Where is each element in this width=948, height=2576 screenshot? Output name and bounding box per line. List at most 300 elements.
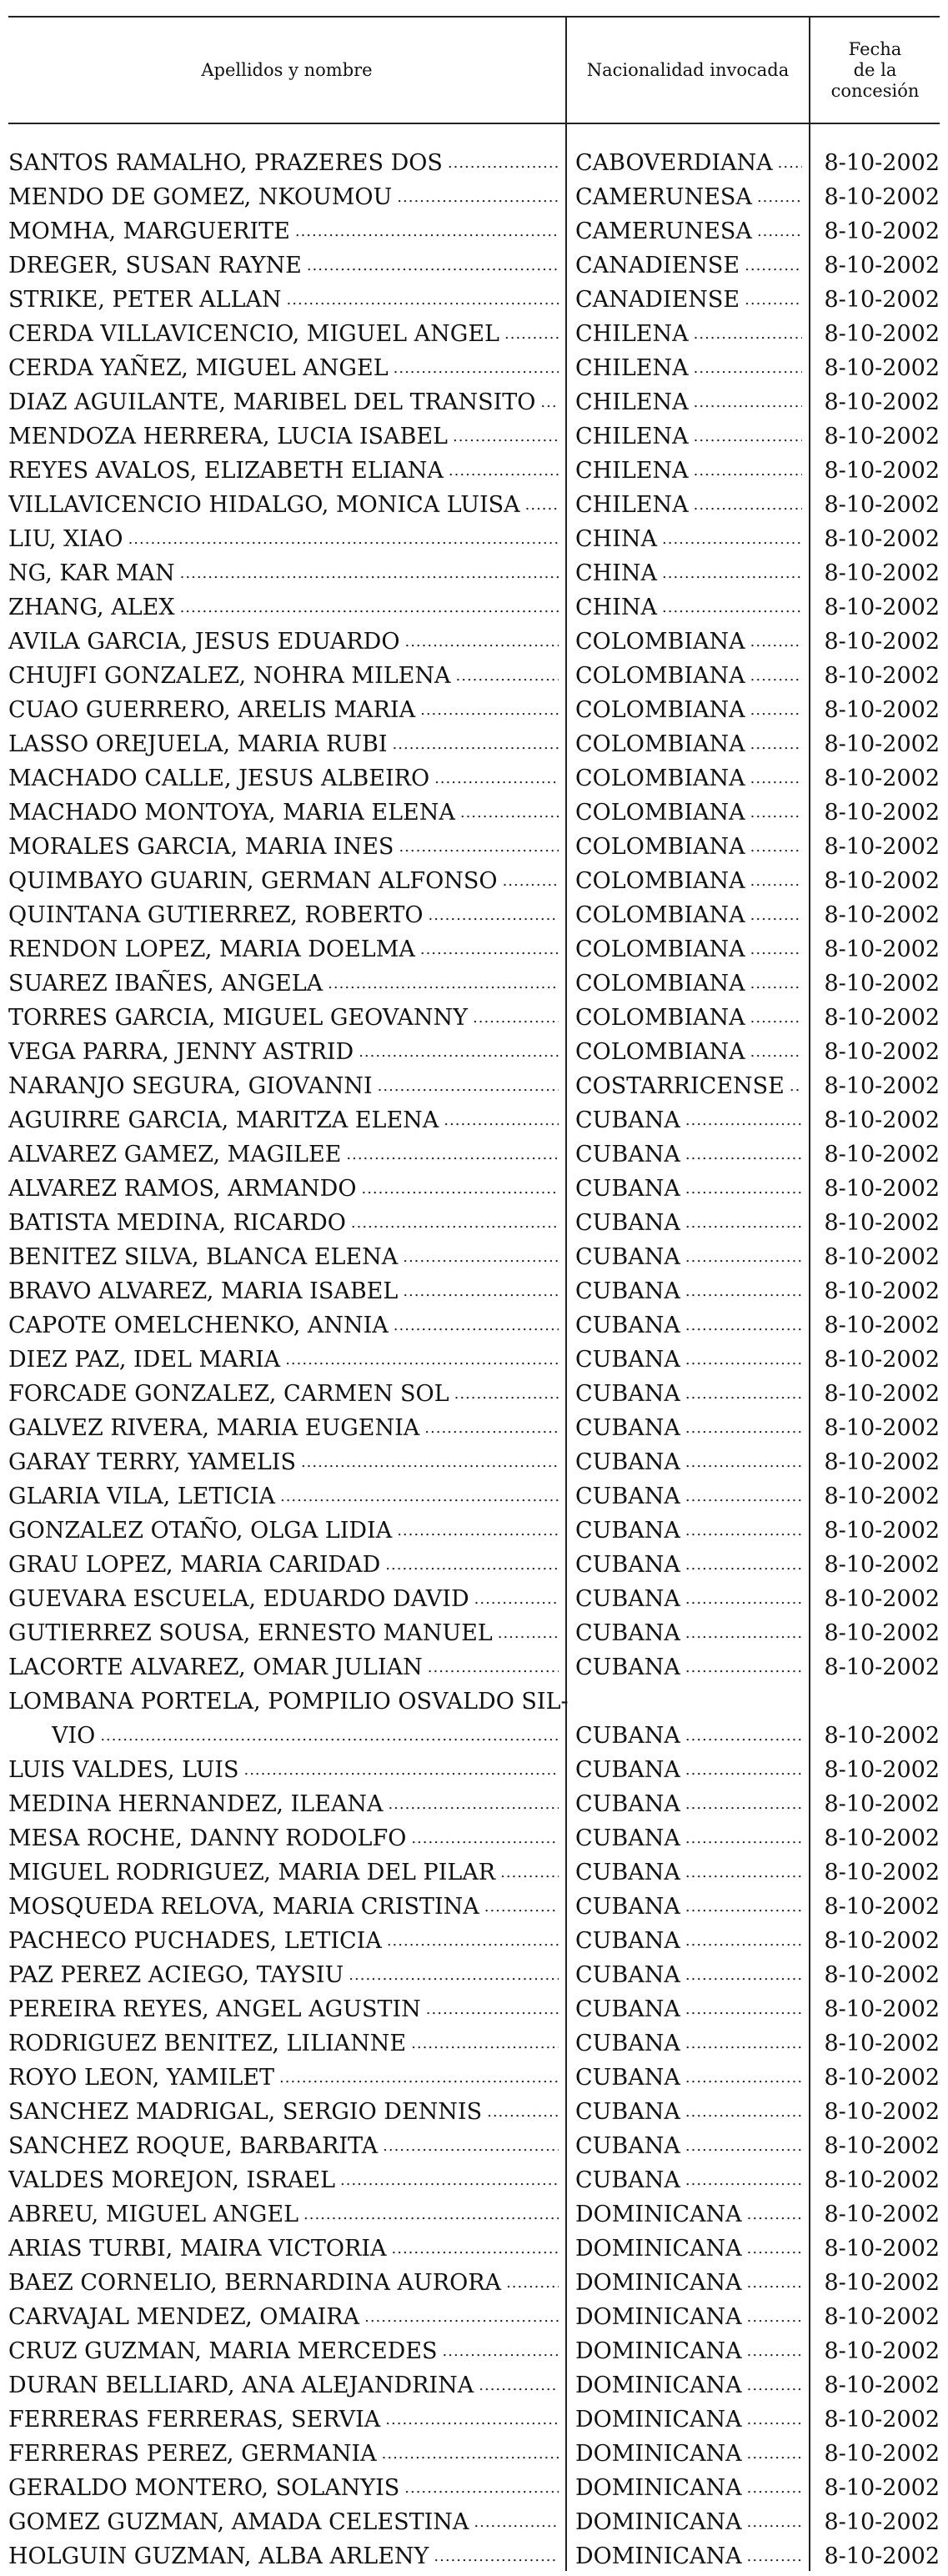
dot-leader — [750, 898, 802, 932]
nationality: CUBANA — [575, 1142, 680, 1167]
person-name: CERDA VILLAVICENCIO, MIGUEL ANGEL — [8, 321, 499, 347]
nationality-cell — [575, 1616, 802, 1650]
concession-date: 8-10-2002 — [824, 2509, 940, 2535]
person-name-cell — [8, 1377, 559, 1411]
dot-leader — [747, 2437, 802, 2471]
dot-leader — [757, 214, 802, 249]
dot-leader — [364, 2300, 559, 2334]
dot-leader — [685, 2026, 802, 2061]
person-name: GARAY TERRY, YAMELIS — [8, 1449, 296, 1475]
dot-leader — [403, 1240, 559, 1274]
nationality-cell — [575, 590, 802, 625]
nationality-cell — [575, 2266, 802, 2300]
dot-leader — [434, 761, 559, 796]
person-name-cell — [8, 1821, 559, 1855]
dot-leader — [287, 283, 559, 317]
nationality: COLOMBIANA — [575, 971, 745, 997]
person-name-cell — [8, 693, 559, 727]
dot-leader — [750, 932, 802, 967]
table-row — [0, 1172, 948, 1206]
dot-leader — [307, 249, 559, 283]
person-name: CAPOTE OMELCHENKO, ANNIA — [8, 1313, 389, 1338]
nationality: CUBANA — [575, 1449, 680, 1475]
table-row — [0, 2061, 948, 2095]
person-name-continuation-cell — [52, 1719, 559, 1753]
table-row — [0, 967, 948, 1001]
person-name: GERALDO MONTERO, SOLANYIS — [8, 2475, 400, 2501]
nationality: DOMINICANA — [575, 2543, 742, 2569]
person-name: ALVAREZ GAMEZ, MAGILEE — [8, 1142, 342, 1167]
nationality: COLOMBIANA — [575, 629, 745, 655]
nationality: CUBANA — [575, 1791, 680, 1817]
concession-date: 8-10-2002 — [824, 800, 940, 826]
dot-leader — [685, 1855, 802, 1890]
nationality-cell — [575, 1855, 802, 1890]
nationality-cell — [575, 488, 802, 522]
nationality: CABOVERDIANA — [575, 150, 773, 176]
dot-leader — [790, 1069, 802, 1103]
person-name: CHUJFI GONZALEZ, NOHRA MILENA — [8, 663, 451, 689]
dot-leader — [243, 1753, 559, 1787]
person-name-cell — [8, 1274, 559, 1308]
dot-leader — [685, 1377, 802, 1411]
nationality-cell — [575, 727, 802, 761]
dot-leader — [685, 1787, 802, 1821]
person-name-cell — [8, 2437, 559, 2471]
nationality-cell — [575, 1445, 802, 1479]
dot-leader — [685, 1582, 802, 1616]
table-row — [0, 2437, 948, 2471]
dot-leader — [694, 317, 802, 351]
nationality: DOMINICANA — [575, 2202, 742, 2227]
nationality: CHINA — [575, 595, 657, 620]
concession-date: 8-10-2002 — [824, 1313, 940, 1338]
dot-leader — [388, 1787, 559, 1821]
table-row — [0, 1616, 948, 1650]
person-name: MOMHA, MARGUERITE — [8, 218, 290, 244]
nationality: CUBANA — [575, 1484, 680, 1509]
dot-leader — [685, 1137, 802, 1172]
nationality-cell — [575, 180, 802, 214]
table-row — [0, 1240, 948, 1274]
dot-leader — [328, 967, 559, 1001]
person-name-cell — [8, 249, 559, 283]
nationality: CHINA — [575, 526, 657, 552]
concession-date: 8-10-2002 — [824, 1825, 940, 1851]
person-name: AGUIRRE GARCIA, MARITZA ELENA — [8, 1107, 439, 1133]
table-row — [0, 2266, 948, 2300]
concession-date: 8-10-2002 — [824, 663, 940, 689]
concession-date: 8-10-2002 — [824, 2236, 940, 2262]
nationality-cell — [575, 1479, 802, 1514]
nationality-cell — [575, 1069, 802, 1103]
person-name-cell — [8, 1582, 559, 1616]
nationality: CUBANA — [575, 1518, 680, 1544]
concession-date: 8-10-2002 — [824, 971, 940, 997]
dot-leader — [392, 2232, 559, 2266]
concession-date: 8-10-2002 — [824, 458, 940, 484]
nationality-cell — [575, 2300, 802, 2334]
dot-leader — [694, 488, 802, 522]
person-name: ALVAREZ RAMOS, ARMANDO — [8, 1176, 357, 1202]
concession-date: 8-10-2002 — [824, 1791, 940, 1817]
dot-leader — [685, 2095, 802, 2129]
person-name-cell — [8, 2334, 559, 2368]
person-name: LASSO OREJUELA, MARIA RUBI — [8, 731, 388, 757]
dot-leader — [504, 317, 559, 351]
concession-date: 8-10-2002 — [824, 766, 940, 791]
dot-leader — [426, 1992, 559, 2026]
dot-leader — [393, 727, 559, 761]
nationality-cell — [575, 2437, 802, 2471]
dot-leader — [750, 625, 802, 659]
person-name-cell — [8, 2061, 559, 2095]
table-row — [0, 659, 948, 693]
concession-date: 8-10-2002 — [824, 1005, 940, 1031]
concession-date: 8-10-2002 — [824, 218, 940, 244]
nationality-cell — [575, 625, 802, 659]
table-row — [0, 1855, 948, 1890]
concession-date: 8-10-2002 — [824, 629, 940, 655]
person-name: MEDINA HERNANDEZ, ILEANA — [8, 1791, 384, 1817]
person-name: GOMEZ GUZMAN, AMADA CELESTINA — [8, 2509, 469, 2535]
concession-date: 8-10-2002 — [824, 2065, 940, 2091]
column-header-date: Fecha de la concesión — [830, 38, 920, 101]
concession-date: 8-10-2002 — [824, 1039, 940, 1065]
person-name-cell — [8, 1992, 559, 2026]
header-bottom-rule — [8, 123, 940, 124]
dot-leader — [685, 1719, 802, 1753]
person-name-cell — [8, 590, 559, 625]
dot-leader — [128, 522, 559, 556]
table-row — [0, 283, 948, 317]
person-name-cell — [8, 1787, 559, 1821]
nationality-cell — [575, 2505, 802, 2539]
person-name-cell — [8, 488, 559, 522]
dot-leader — [747, 2505, 802, 2539]
dot-leader — [694, 419, 802, 454]
person-name-cell — [8, 1890, 559, 1924]
person-name: MACHADO CALLE, JESUS ALBEIRO — [8, 766, 430, 791]
person-name: PAZ PEREZ ACIEGO, TAYSIU — [8, 1962, 344, 1988]
dot-leader — [685, 1308, 802, 1343]
dot-leader — [444, 1103, 559, 1137]
table-row — [0, 2026, 948, 2061]
table-row — [0, 180, 948, 214]
nationality: CUBANA — [575, 1894, 680, 1920]
person-name: GONZALEZ OTAÑO, OLGA LIDIA — [8, 1518, 393, 1544]
person-name: FERRERAS FERRERAS, SERVIA — [8, 2407, 381, 2433]
person-name-cell — [8, 1616, 559, 1650]
table-row — [0, 556, 948, 590]
dot-leader — [454, 1377, 559, 1411]
person-name: GUEVARA ESCUELA, EDUARDO DAVID — [8, 1586, 469, 1612]
nationality-cell — [575, 1377, 802, 1411]
dot-leader — [685, 1924, 802, 1958]
nationality: CUBANA — [575, 1996, 680, 2022]
person-name: SUAREZ IBAÑES, ANGELA — [8, 971, 324, 997]
person-name-cell — [8, 2232, 559, 2266]
person-name: CRUZ GUZMAN, MARIA MERCEDES — [8, 2338, 438, 2364]
dot-leader — [694, 454, 802, 488]
dot-leader — [404, 2471, 559, 2505]
concession-date: 8-10-2002 — [824, 936, 940, 962]
table-row — [0, 761, 948, 796]
person-name: DIEZ PAZ, IDEL MARIA — [8, 1347, 281, 1373]
dot-leader — [295, 214, 559, 249]
concession-date: 8-10-2002 — [824, 1347, 940, 1373]
dot-leader — [500, 1855, 559, 1890]
nationality-cell — [575, 796, 802, 830]
dot-leader — [747, 2197, 802, 2232]
dot-leader — [685, 2061, 802, 2095]
person-name-cell — [8, 180, 559, 214]
nationality-cell — [575, 1650, 802, 1685]
dot-leader — [460, 796, 559, 830]
concession-date: 8-10-2002 — [824, 389, 940, 415]
table-row — [0, 1924, 948, 1958]
person-name: FORCADE GONZALEZ, CARMEN SOL — [8, 1381, 449, 1407]
dot-leader — [361, 1172, 559, 1206]
concession-date: 8-10-2002 — [824, 1928, 940, 1954]
person-name: DREGER, SUSAN RAYNE — [8, 253, 302, 279]
dot-leader — [685, 1343, 802, 1377]
nationality: COLOMBIANA — [575, 663, 745, 689]
concession-date: 8-10-2002 — [824, 1381, 940, 1407]
nationality: CUBANA — [575, 1928, 680, 1954]
concession-date: 8-10-2002 — [824, 1073, 940, 1099]
nationality-cell — [575, 1514, 802, 1548]
concession-date: 8-10-2002 — [824, 1996, 940, 2022]
table-row — [0, 1787, 948, 1821]
person-name-cell — [8, 1650, 559, 1685]
concession-date: 8-10-2002 — [824, 2543, 940, 2569]
dot-leader — [750, 1035, 802, 1069]
nationality-cell — [575, 1274, 802, 1308]
nationality-cell — [575, 1411, 802, 1445]
dot-leader — [456, 659, 559, 693]
nationality-cell — [575, 830, 802, 864]
person-name: LOMBANA PORTELA, POMPILIO OSVALDO SIL- — [8, 1689, 569, 1715]
nationality-cell — [575, 2539, 802, 2573]
nationality: DOMINICANA — [575, 2236, 742, 2262]
person-name-cell — [8, 2163, 559, 2197]
dot-leader — [750, 864, 802, 898]
dot-leader — [404, 625, 559, 659]
nationality-cell — [575, 1924, 802, 1958]
table-row — [0, 1137, 948, 1172]
table-row — [0, 1274, 948, 1308]
person-name-cell — [8, 1958, 559, 1992]
nationality-cell — [575, 2095, 802, 2129]
table-row — [0, 864, 948, 898]
person-name-cell — [8, 625, 559, 659]
dot-leader — [662, 522, 802, 556]
person-name-cell — [8, 454, 559, 488]
dot-leader — [662, 590, 802, 625]
table-row — [0, 1069, 948, 1103]
nationality: CUBANA — [575, 1825, 680, 1851]
dot-leader — [474, 2505, 559, 2539]
dot-leader — [394, 1308, 559, 1343]
person-name-cell — [8, 214, 559, 249]
person-name-cell — [8, 2368, 559, 2403]
nationality-cell — [575, 283, 802, 317]
concession-date: 8-10-2002 — [824, 595, 940, 620]
nationality: DOMINICANA — [575, 2475, 742, 2501]
nationality-cell — [575, 659, 802, 693]
nationality: CUBANA — [575, 1860, 680, 1886]
nationality: CHILENA — [575, 424, 689, 449]
person-name-cell — [8, 1479, 559, 1514]
nationality: DOMINICANA — [575, 2270, 742, 2296]
nationality-cell — [575, 1992, 802, 2026]
person-name: VILLAVICENCIO HIDALGO, MONICA LUISA — [8, 492, 520, 518]
nationality-cell — [575, 214, 802, 249]
nationality-cell — [575, 385, 802, 419]
person-name-cell — [8, 2095, 559, 2129]
person-name: LUIS VALDES, LUIS — [8, 1757, 239, 1783]
concession-date: 8-10-2002 — [824, 1552, 940, 1578]
person-name: PEREIRA REYES, ANGEL AGUSTIN — [8, 1996, 421, 2022]
dot-leader — [503, 864, 559, 898]
dot-leader — [747, 2539, 802, 2573]
nationality: CUBANA — [575, 1723, 680, 1749]
person-name-cell — [8, 2197, 559, 2232]
concession-date: 8-10-2002 — [824, 1860, 940, 1886]
nationality: DOMINICANA — [575, 2338, 742, 2364]
table-row — [0, 419, 948, 454]
concession-date: 8-10-2002 — [824, 2202, 940, 2227]
person-name-cell — [8, 419, 559, 454]
dot-leader — [301, 1445, 559, 1479]
dot-leader — [411, 1821, 559, 1855]
table-row — [0, 351, 948, 385]
dot-leader — [397, 180, 559, 214]
table-row — [0, 1103, 948, 1137]
dot-leader — [385, 1548, 559, 1582]
nationality: CUBANA — [575, 2099, 680, 2125]
nationality: CUBANA — [575, 1381, 680, 1407]
person-name: MESA ROCHE, DANNY RODOLFO — [8, 1825, 407, 1851]
table-row — [0, 625, 948, 659]
person-name: LACORTE ALVAREZ, OMAR JULIAN — [8, 1655, 423, 1680]
nationality: CUBANA — [575, 1107, 680, 1133]
person-name-cell — [8, 522, 559, 556]
person-name-cell — [8, 1445, 559, 1479]
dot-leader — [662, 556, 802, 590]
person-name: QUINTANA GUTIERREZ, ROBERTO — [8, 902, 424, 928]
nationality-cell — [575, 932, 802, 967]
person-name-cell — [8, 146, 559, 180]
concession-date: 8-10-2002 — [824, 2031, 940, 2056]
nationality: CUBANA — [575, 2133, 680, 2159]
nationality-cell — [575, 317, 802, 351]
table-row — [0, 1548, 948, 1582]
table-row — [0, 1206, 948, 1240]
table-row — [0, 898, 948, 932]
nationality: COLOMBIANA — [575, 697, 745, 723]
table-row — [0, 317, 948, 351]
person-name: DIAZ AGUILANTE, MARIBEL DEL TRANSITO — [8, 389, 536, 415]
person-name: MACHADO MONTOYA, MARIA ELENA — [8, 800, 455, 826]
dot-leader — [387, 1924, 559, 1958]
table-row — [0, 1650, 948, 1685]
dot-leader — [540, 385, 559, 419]
dot-leader — [685, 1753, 802, 1787]
person-name-cell — [8, 1069, 559, 1103]
nationality-cell — [575, 146, 802, 180]
person-name: REYES AVALOS, ELIZABETH ELIANA — [8, 458, 444, 484]
person-name: NARANJO SEGURA, GIOVANNI — [8, 1073, 373, 1099]
person-name: MENDOZA HERRERA, LUCIA ISABEL — [8, 424, 448, 449]
person-name: ROYO LEON, YAMILET — [8, 2065, 275, 2091]
nationality: COLOMBIANA — [575, 834, 745, 860]
dot-leader — [525, 488, 559, 522]
concession-date: 8-10-2002 — [824, 1484, 940, 1509]
dot-leader — [351, 1206, 559, 1240]
table-row — [0, 1821, 948, 1855]
person-name: VALDES MOREJON, ISRAEL — [8, 2167, 336, 2193]
dot-leader — [303, 2197, 559, 2232]
nationality: CUBANA — [575, 1278, 680, 1304]
concession-date: 8-10-2002 — [824, 1962, 940, 1988]
dot-leader — [745, 283, 802, 317]
concession-date: 8-10-2002 — [824, 1278, 940, 1304]
dot-leader — [382, 2437, 559, 2471]
dot-leader — [685, 1240, 802, 1274]
dot-leader — [397, 1514, 559, 1548]
concession-date: 8-10-2002 — [824, 1518, 940, 1544]
table-row — [0, 727, 948, 761]
dot-leader — [750, 796, 802, 830]
nationality: CHILENA — [575, 492, 689, 518]
person-name-cell — [8, 1172, 559, 1206]
person-name-cell — [8, 1035, 559, 1069]
dot-leader — [383, 2129, 559, 2163]
concession-date: 8-10-2002 — [824, 2304, 940, 2330]
concession-date: 8-10-2002 — [824, 424, 940, 449]
nationality-cell — [575, 1137, 802, 1172]
nationality-cell — [575, 898, 802, 932]
nationality-cell — [575, 1958, 802, 1992]
dot-leader — [280, 1479, 559, 1514]
nationality: CAMERUNESA — [575, 184, 752, 210]
person-name-cell — [8, 659, 559, 693]
dot-leader — [434, 2539, 559, 2573]
person-name-cell — [8, 317, 559, 351]
person-name: FERRERAS PEREZ, GERMANIA — [8, 2441, 377, 2467]
concession-date: 8-10-2002 — [824, 2167, 940, 2193]
person-name: BRAVO ALVAREZ, MARIA ISABEL — [8, 1278, 399, 1304]
table-row — [0, 146, 948, 180]
table-row — [0, 2505, 948, 2539]
dot-leader — [778, 146, 802, 180]
concession-date: 8-10-2002 — [824, 526, 940, 552]
person-name-cell — [8, 2403, 559, 2437]
table-row — [0, 522, 948, 556]
nationality-cell — [575, 419, 802, 454]
table-row — [0, 454, 948, 488]
person-name: BATISTA MEDINA, RICARDO — [8, 1210, 346, 1236]
table-row — [0, 1753, 948, 1787]
concession-date: 8-10-2002 — [824, 253, 940, 279]
dot-leader — [100, 1719, 559, 1753]
dot-leader — [420, 693, 559, 727]
table-row — [0, 1992, 948, 2026]
table-row — [0, 2471, 948, 2505]
nationality: CHILENA — [575, 321, 689, 347]
